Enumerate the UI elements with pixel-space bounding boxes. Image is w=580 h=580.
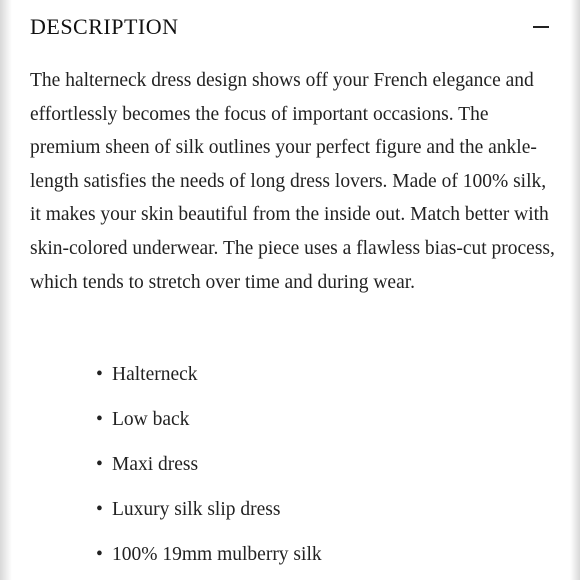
list-item — [96, 448, 322, 493]
collapse-button[interactable] — [530, 16, 552, 38]
feature-label: Maxi dress — [112, 454, 199, 475]
feature-label: 100% 19mm mulberry silk — [112, 544, 322, 565]
bullet-icon: • — [96, 454, 103, 475]
bullet-icon: • — [96, 364, 103, 385]
description-header[interactable] — [30, 12, 552, 42]
bullet-icon: • — [96, 409, 103, 430]
section-title: DESCRIPTION — [30, 14, 179, 39]
bullet-icon: • — [96, 544, 103, 565]
list-item — [96, 358, 322, 403]
left-edge-shadow — [0, 0, 12, 580]
list-item — [96, 493, 322, 538]
list-item — [96, 403, 322, 448]
right-edge-shadow — [570, 0, 580, 580]
description-text: The halterneck dress design shows off your French elegance and effortlessly becomes the focus of important occasions. The premium sheen of silk outlines your perfect figure and the ankle-length satisfies the needs of long dress lovers. Made of 100% silk, it makes your skin beautiful from the inside out. Match better with skin-colored underwear. The piece uses a flawless bias-cut process, which tends to stretch over time and during wear. — [30, 70, 555, 293]
bullet-icon: • — [96, 499, 103, 520]
minus-icon — [533, 26, 549, 28]
feature-label: Luxury silk slip dress — [112, 499, 281, 520]
feature-label: Low back — [112, 409, 190, 430]
feature-list — [96, 358, 322, 580]
list-item — [96, 538, 322, 580]
feature-label: Halterneck — [112, 364, 198, 385]
